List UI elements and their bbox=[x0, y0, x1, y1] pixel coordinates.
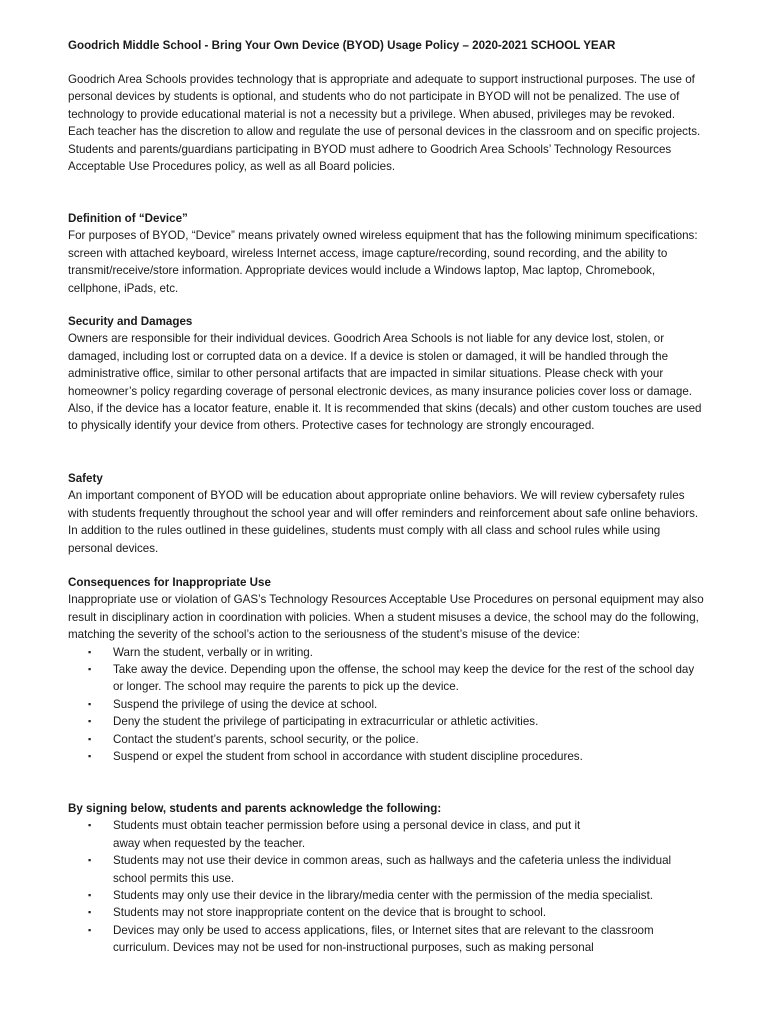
acknowledge-heading: By signing below, students and parents acknowledge the following: bbox=[68, 802, 442, 815]
consequences-heading: Consequences for Inappropriate Use bbox=[68, 576, 271, 589]
bullet-icon: ▪ bbox=[88, 820, 92, 831]
bullet-icon: ▪ bbox=[88, 716, 92, 727]
list-item: ▪ Students must obtain teacher permission before using a personal device in class, and put it away when requested by the teacher. bbox=[88, 819, 581, 850]
bullet-icon: ▪ bbox=[88, 698, 92, 709]
security-section bbox=[68, 313, 704, 435]
bullet-icon: ▪ bbox=[88, 733, 92, 744]
definition-section bbox=[68, 210, 704, 297]
consequences-list bbox=[68, 644, 704, 766]
bullet-icon: ▪ bbox=[88, 646, 92, 657]
list-item: ▪ Suspend the privilege of using the device at school. bbox=[68, 696, 704, 713]
bullet-icon: ▪ bbox=[88, 890, 92, 901]
list-item: ▪ Warn the student, verbally or in writing. bbox=[68, 644, 704, 661]
security-paragraph: Owners are responsible for their individual devices. Goodrich Area Schools is not liable for any device lost, stolen, or damaged, including lost or corrupted data on a device. If a device is stolen or damaged, it will be handled through the administrative office, similar to other personal artifacts that are impacted in similar situations. Please check with your homeowner’s policy regarding coverage of personal electronic devices, as many insurance policies cover loss or damage. Also, if the device has a locator feature, enable it. It is recommended that skins (decals) and other custom touches are used to physically identify your device from others. Protective cases for technology are strongly encouraged. bbox=[68, 332, 702, 433]
consequences-section bbox=[68, 574, 704, 765]
acknowledge-list bbox=[68, 817, 704, 956]
acknowledge-section bbox=[68, 800, 704, 957]
intro-section bbox=[68, 71, 704, 175]
page-title: Goodrich Middle School - Bring Your Own Device (BYOD) Usage Policy – 2020-2021 SCHOOL YEAR bbox=[68, 39, 616, 52]
safety-section bbox=[68, 470, 704, 557]
definition-paragraph: For purposes of BYOD, “Device” means privately owned wireless equipment that has the following minimum specifications: screen with attached keyboard, wireless Internet access, image capture/recording, sound recording, and the ability to transmit/receive/store information. Appropriate devices would include a Windows laptop, Mac laptop, Chromebook, cellphone, iPads, etc. bbox=[68, 229, 698, 295]
list-item: ▪ Students may only use their device in the library/media center with the permission of the media specialist. bbox=[68, 887, 704, 904]
safety-heading: Safety bbox=[68, 472, 103, 485]
consequences-paragraph: Inappropriate use or violation of GAS’s Technology Resources Acceptable Use Procedures on personal equipment may also result in disciplinary action in coordination with policies. When a student misuses a device, the school may do the following, matching the severity of the school’s action to the seriousness of the student’s misuse of the device: bbox=[68, 593, 704, 642]
list-item: ▪ Students may not store inappropriate content on the device that is brought to school. bbox=[68, 904, 704, 921]
list-item: ▪ Contact the student’s parents, school security, or the police. bbox=[68, 731, 704, 748]
bullet-icon: ▪ bbox=[88, 855, 92, 866]
definition-heading: Definition of “Device” bbox=[68, 212, 188, 225]
bullet-icon: ▪ bbox=[88, 751, 92, 762]
intro-paragraph: Goodrich Area Schools provides technology that is appropriate and adequate to support instructional purposes. The use of personal devices by students is optional, and students who do not participate in BYOD will not be penalized. The use of technology to provide educational material is not a necessity but a privilege. When abused, privileges may be revoked. Each teacher has the discretion to allow and regulate the use of personal devices in the classroom and on specific projects. Students and parents/guardians participating in BYOD must adhere to Goodrich Area Schools’ Technology Resources Acceptable Use Procedures policy, as well as all Board policies. bbox=[68, 73, 701, 174]
list-item: ▪ Deny the student the privilege of participating in extracurricular or athletic activities. bbox=[68, 713, 704, 730]
bullet-icon: ▪ bbox=[88, 907, 92, 918]
safety-paragraph: An important component of BYOD will be education about appropriate online behaviors. We will review cybersafety rules with students frequently throughout the school year and will offer reminders and reinforcement about safe online behaviors. In addition to the rules outlined in these guidelines, students must comply with all class and school rules while using personal devices. bbox=[68, 489, 699, 555]
bullet-icon: ▪ bbox=[88, 924, 92, 935]
bullet-icon: ▪ bbox=[88, 664, 92, 675]
list-item: ▪ Students may not use their device in common areas, such as hallways and the cafeteria unless the individual school permits this use. bbox=[88, 854, 672, 885]
list-item: ▪ Take away the device. Depending upon the offense, the school may keep the device for the rest of the school day or longer. The school may require the parents to pick up the device. bbox=[88, 663, 695, 694]
list-item: ▪ Devices may only be used to access applications, files, or Internet sites that are relevant to the classroom curriculum. Devices may not be used for non-instructional purposes, such as making personal bbox=[88, 923, 654, 955]
list-item: ▪ Suspend or expel the student from school in accordance with student discipline procedures. bbox=[68, 748, 704, 765]
security-heading: Security and Damages bbox=[68, 315, 193, 328]
